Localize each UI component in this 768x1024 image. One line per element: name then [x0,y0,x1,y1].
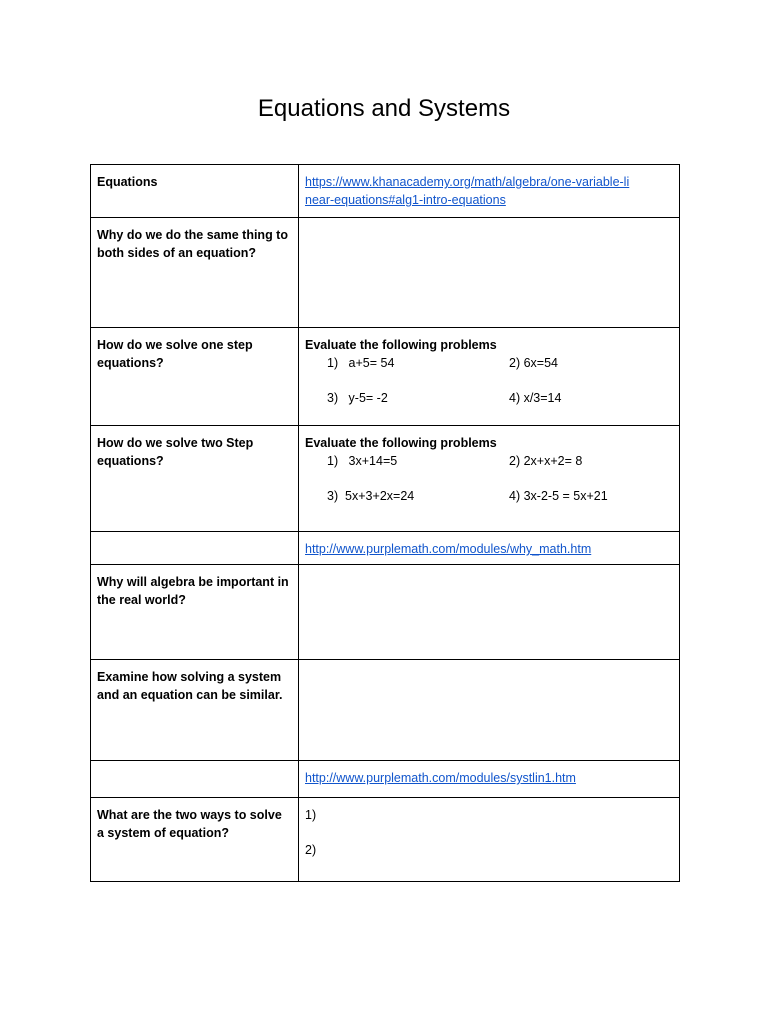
answer-cell [299,426,680,532]
table-row [91,798,680,882]
answer-cell[interactable] [299,565,680,660]
problem-3: 3) 5x+3+2x=24 [327,489,415,503]
problem-4: 4) 3x-2-5 = 5x+21 [509,489,608,503]
question-both-sides: Why do we do the same thing to both sides of an equation? [97,228,288,260]
link-text-line1: https://www.khanacademy.org/math/algebra/one-variable-li [305,175,630,189]
problem-3: 3) y-5= -2 [327,391,388,405]
question-two-step: How do we solve two Step equations? [97,436,254,468]
problem-2: 2) 6x=54 [509,356,558,370]
table-row [91,660,680,761]
question-cell [91,426,299,532]
link-text-line2: near-equations#alg1-intro-equations [305,193,506,207]
question-cell [91,165,299,218]
question-system-similar: Examine how solving a system and an equation can be similar. [97,670,283,702]
purplemath-why-math-link[interactable]: http://www.purplemath.com/modules/why_math.htm [305,542,592,556]
khanacademy-link[interactable] [305,175,629,207]
problem-4: 4) x/3=14 [509,391,562,405]
question-real-world: Why will algebra be important in the real world? [97,575,289,607]
question-cell [91,798,299,882]
problem-row [305,487,673,505]
answer-cell [299,165,680,218]
answer-cell[interactable] [299,660,680,761]
question-cell [91,565,299,660]
evaluate-heading: Evaluate the following problems [305,338,497,352]
problem-row [305,452,673,470]
answer-cell [299,798,680,882]
answer-cell [299,532,680,565]
problem-row [305,389,673,407]
question-cell [91,660,299,761]
answer-cell[interactable] [299,218,680,328]
table-row [91,565,680,660]
row-label-equations: Equations [97,175,158,189]
answer-cell [299,761,680,798]
page-title: Equations and Systems [257,95,511,122]
problem-2: 2) 2x+x+2= 8 [509,454,583,468]
table-row [91,426,680,532]
evaluate-heading: Evaluate the following problems [305,436,497,450]
question-cell [91,328,299,426]
problem-1: 1) a+5= 54 [327,356,395,370]
purplemath-systlin-link[interactable]: http://www.purplemath.com/modules/systlin1.htm [305,771,576,785]
table-row [91,761,680,798]
question-one-step: How do we solve one step equations? [97,338,253,370]
table-row [91,218,680,328]
table-row [91,532,680,565]
problem-row [305,354,673,372]
table-row [91,328,680,426]
answer-item-2: 2) [305,843,317,857]
question-cell [91,218,299,328]
answer-cell [299,328,680,426]
question-cell [91,761,299,798]
worksheet-table [90,164,680,882]
table-row [91,165,680,218]
problem-1: 1) 3x+14=5 [327,454,398,468]
question-two-ways: What are the two ways to solve a system of equation? [97,808,282,840]
answer-item-1: 1) [305,808,317,822]
question-cell [91,532,299,565]
